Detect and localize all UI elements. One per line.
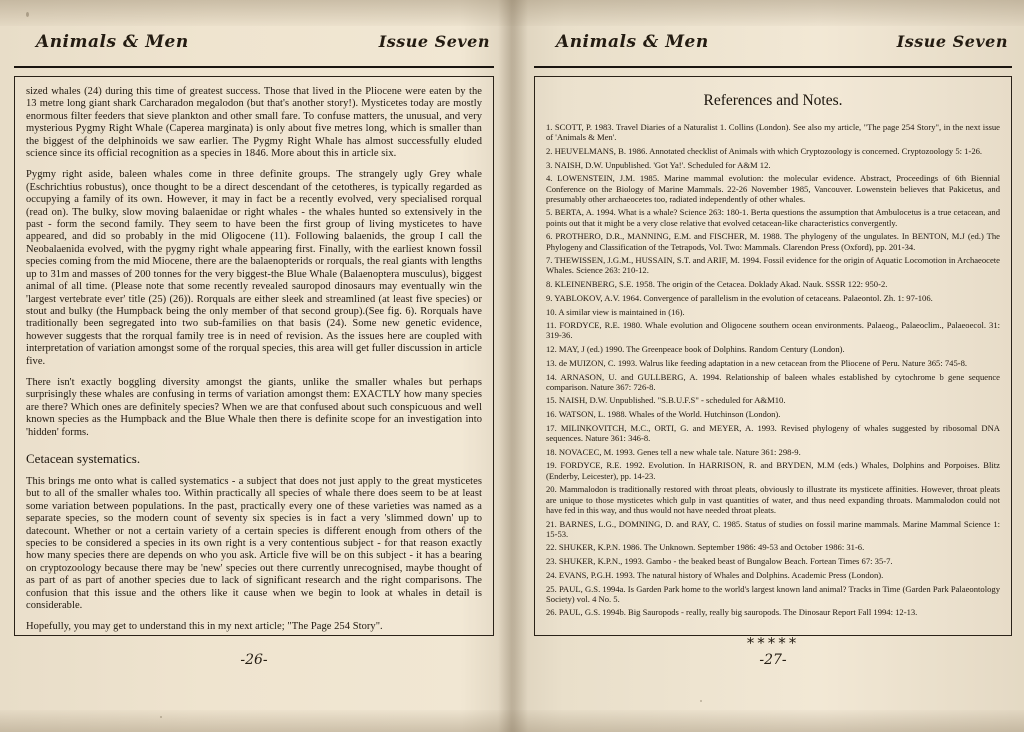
reference-item: 12. MAY, J (ed.) 1990. The Greenpeace book of Dolphins. Random Century (London). bbox=[546, 344, 845, 355]
end-of-article-marks: ***** bbox=[746, 633, 800, 652]
section-heading: Cetacean systematics. bbox=[26, 450, 141, 466]
body-paragraph: sized whales (24) during this time of greatest success. Those that lived in the Pliocene were eaten by the 13 metre long giant shark Carcharadon megalodon (but that's another story!). Mysticetes today are mostly enormous filter feeders that sieve plankton and other small fare. To confuse matters, the unusual, and very mysterious Pygmy Right Whale (Caperea marginata) is only about five metres long, which is smaller than the biggest of the delphinoids we saw earlier. The Pygmy Right Whale has almost successfully eluded science since its official recognition as a species in 1846. More about this in article six. bbox=[26, 86, 482, 160]
publication-title: Animals & Men bbox=[36, 32, 189, 52]
book-gutter-shadow bbox=[498, 0, 528, 732]
publication-title: Animals & Men bbox=[556, 32, 709, 52]
reference-item: 9. YABLOKOV, A.V. 1964. Convergence of parallelism in the evolution of cetaceans. Palaeontol. Zh. 1: 97-106. bbox=[546, 292, 933, 303]
page-top-shadow bbox=[0, 0, 1024, 26]
right-page-masthead bbox=[534, 26, 1012, 68]
left-page-masthead bbox=[14, 26, 494, 68]
left-page-text-frame bbox=[14, 76, 494, 636]
body-paragraph: Pygmy right aside, baleen whales come in three definite groups. The strangely ugly Grey whale (Eschrichtius robustus), once thought to be a direct descendant of the cetotheres, is typically regarded as occupying a family of its own. However, it may in fact be a recently evolved, very specialised rorqual (read on). The bulky, slow moving balaenidae or right whales - the whales hunted so extensively in the past - form the second family. They seem to have been the first group of living mysticetes to have appeared, and did so probably in the mid Oligocene (11). Following balaenids, the group I call the Neobalaenida evolved, with the pygmy right whale appearing first. Finally, with the earliest known fossil species coming from the mid Miocene, there are the balaenopterids or rorquals, the real giants with lengths up to 31m and masses of 200 tonnes for the very biggest-the Blue Whale (Balaenoptera musculus), biggest animal of all time. (Please note that some recently revealed sauropod dinosaurs may eventually win the 'largest vertebrate ever' title (25) (26)). Rorquals are either sleek and streamlined (at least five species) or stout and bulky (the Humpback being the only member of that second group).(See fig. 6). Rorquals have traditionally been segregated into two sub-families on that basis (24). Some new genetic evidence, however suggests that the rorqual family tree is in need of revision. As the issues here are coupled with interpretation of variation amongst some of the rorqual species, this area will get fuller discussion in article five. bbox=[26, 169, 482, 367]
references-heading: References and Notes. bbox=[703, 92, 843, 109]
left-page bbox=[14, 26, 494, 716]
reference-item: 10. A similar view is maintained in (16). bbox=[546, 306, 685, 317]
reference-item: 21. BARNES, L.G., DOMNING, D. and RAY, C. 1985. Status of studies on fossil marine mammals. Marine Mammal Science 1: 15-53. bbox=[546, 518, 1000, 539]
page-number-right: -27- bbox=[759, 652, 787, 668]
scan-speck bbox=[26, 12, 29, 17]
reference-item: 19. FORDYCE, R.E. 1992. Evolution. In HARRISON, R. and BRYDEN, M.M (eds.) Whales, Dolphins and Porpoises. Blitz (Enderby, Leicester), pp. 14-23. bbox=[546, 460, 1000, 481]
issue-label: Issue Seven bbox=[378, 32, 490, 51]
reference-item: 13. de MUIZON, C. 1993. Walrus like feeding adaptation in a new cetacean from the Pliocene of Peru. Nature 365: 745-8. bbox=[546, 357, 968, 368]
scan-speck bbox=[160, 716, 162, 718]
reference-item: 23. SHUKER, K.P.N., 1993. Gambo - the beaked beast of Bungalow Beach. Fortean Times 67: 35-7. bbox=[546, 556, 893, 567]
reference-item: 15. NAISH, D.W. Unpublished. "S.B.U.F.S" - scheduled for A&M10. bbox=[546, 395, 786, 406]
reference-item: 17. MILINKOVITCH, M.C., ORTI, G. and MEYER, A. 1993. Revised phylogeny of whales suggested by ribosomal DNA sequences. Nature 361: 346-8. bbox=[546, 422, 1000, 444]
reference-item: 18. NOVACEC, M. 1993. Genes tell a new whale tale. Nature 361: 298-9. bbox=[546, 446, 801, 457]
reference-item: 16. WATSON, L. 1988. Whales of the World. Hutchinson (London). bbox=[546, 409, 781, 420]
reference-item: 26. PAUL, G.S. 1994b. Big Sauropods - really, really big sauropods. The Dinosaur Report Fall 1994: 12-13. bbox=[546, 607, 918, 618]
reference-item: 5. BERTA, A. 1994. What is a whale? Science 263: 180-1. Berta questions the assumption that Ambulocetus is a true cetacean, and points out that it might be a very close relative that evolved cetacean-like characteristics convergently. bbox=[546, 207, 1000, 228]
body-paragraph: Hopefully, you may get to understand this in my next article; "The Page 254 Story". bbox=[26, 621, 383, 633]
reference-item: 7. THEWISSEN, J.G.M., HUSSAIN, S.T. and ARIF, M. 1994. Fossil evidence for the origin of Aquatic Locomotion in Archaeocete Whales. Science 263: 210-12. bbox=[546, 255, 1000, 276]
reference-item: 24. EVANS, P.G.H. 1993. The natural history of Whales and Dolphins. Academic Press (London). bbox=[546, 569, 884, 580]
reference-item: 4. LOWENSTEIN, J.M. 1985. Marine mammal evolution: the molecular evidence. Abstract, Proceedings of 6th Biennial Conference on the Biology of Marine Mammals. 22-26 November 1985, Vancouver. Lowenstein believes that Pakicetus, and presumably other archaeocetes too, radiated independently of other whales. bbox=[546, 173, 1000, 204]
body-paragraph: There isn't exactly boggling diversity amongst the giants, unlike the smaller whales but perhaps surprisingly these whales are confusing in terms of variation amongst them: EXACTLY how many species are there? Which ones are definitely species? When we are that confused about such conspicuous and well known species as the Humpback and the Blue Whale then there is definite scope for an investigation into 'hidden' forms. bbox=[26, 376, 482, 438]
reference-item: 8. KLEINENBERG, S.E. 1958. The origin of the Cetacea. Doklady Akad. Nauk. SSSR 122: 950-2. bbox=[546, 279, 888, 290]
references-frame bbox=[534, 76, 1012, 652]
page-number-left: -26- bbox=[240, 652, 268, 668]
reference-item: 1. SCOTT, P. 1983. Travel Diaries of a Naturalist 1. Collins (London). See also my article, "The page 254 Story", in the next issue of 'Animals & Men'. bbox=[546, 122, 1000, 143]
reference-item: 20. Mammalodon is traditionally restored with throat pleats, obviously to illustrate its mysticete affinities. However, throat pleats are unique to those mysticetes which gulp in vast quantities of water, and thus need expanding throats. Mammalodon could not have fed in this way, and thus would not have needed throat pleats. bbox=[546, 484, 1000, 515]
reference-item: 11. FORDYCE, R.E. 1980. Whale evolution and Oligocene southern ocean environments. Palaeog., Palaeoclim., Palaeoecol. 31: 319-36. bbox=[546, 320, 1000, 341]
reference-item: 22. SHUKER, K.P.N. 1986. The Unknown. September 1986: 49-53 and October 1986: 31-6. bbox=[546, 542, 865, 553]
right-page bbox=[534, 26, 1012, 716]
reference-item: 2. HEUVELMANS, B. 1986. Annotated checklist of Animals with which Cryptozoology is concerned. Cryptozoology 5: 1-26. bbox=[546, 145, 983, 156]
reference-item: 3. NAISH, D.W. Unpublished. 'Got Ya!'. Scheduled for A&M 12. bbox=[546, 159, 771, 170]
issue-label: Issue Seven bbox=[896, 32, 1008, 51]
reference-item: 25. PAUL, G.S. 1994a. Is Garden Park home to the world's largest known land animal? Tracks in Time (Garden Park Palaeontology Society) vol. 4 No. 5. bbox=[546, 583, 1000, 604]
body-paragraph: This brings me onto what is called systematics - a subject that does not just apply to the great mysticetes but to all of the smaller whales too. Within practically all species of whale there does seem to be at least some variation between populations. In the past, practically every one of these varieties was named as a separate species, so the modern count of seventy six species is in fact a very 'slimmed down' up to datecount. Whether or not a certain variety of a certain species is different enough from others of the species to be considered a species in its own right is a very contentious subject - for that reason exactly how many species there are depends on who you ask. Article five will be on this subject - it has a bearing on cryptozoology because there may be 'new' species out there currently unrecognised, maybe thought of as part of as part of another species due to lack of significant research and the right comparisons. The confusion that this issue and the others like it cause when we begin to look at whales in detail is considerable. bbox=[26, 475, 482, 612]
reference-item: 6. PROTHERO, D.R., MANNING, E.M. and FISCHER, M. 1988. The phylogeny of the ungulates. In BENTON, M.J (ed.) The Phylogeny and Classification of the Tetrapods, Vol. Two: Mammals. Clarendon Press (Oxford), pp. 201-34. bbox=[546, 231, 1000, 252]
reference-item: 14. ARNASON, U. and GULLBERG, A. 1994. Relationship of baleen whales established by cytochrome b gene sequence comparison. Nature 367: 726-8. bbox=[546, 371, 1000, 392]
references-list bbox=[546, 122, 1000, 618]
